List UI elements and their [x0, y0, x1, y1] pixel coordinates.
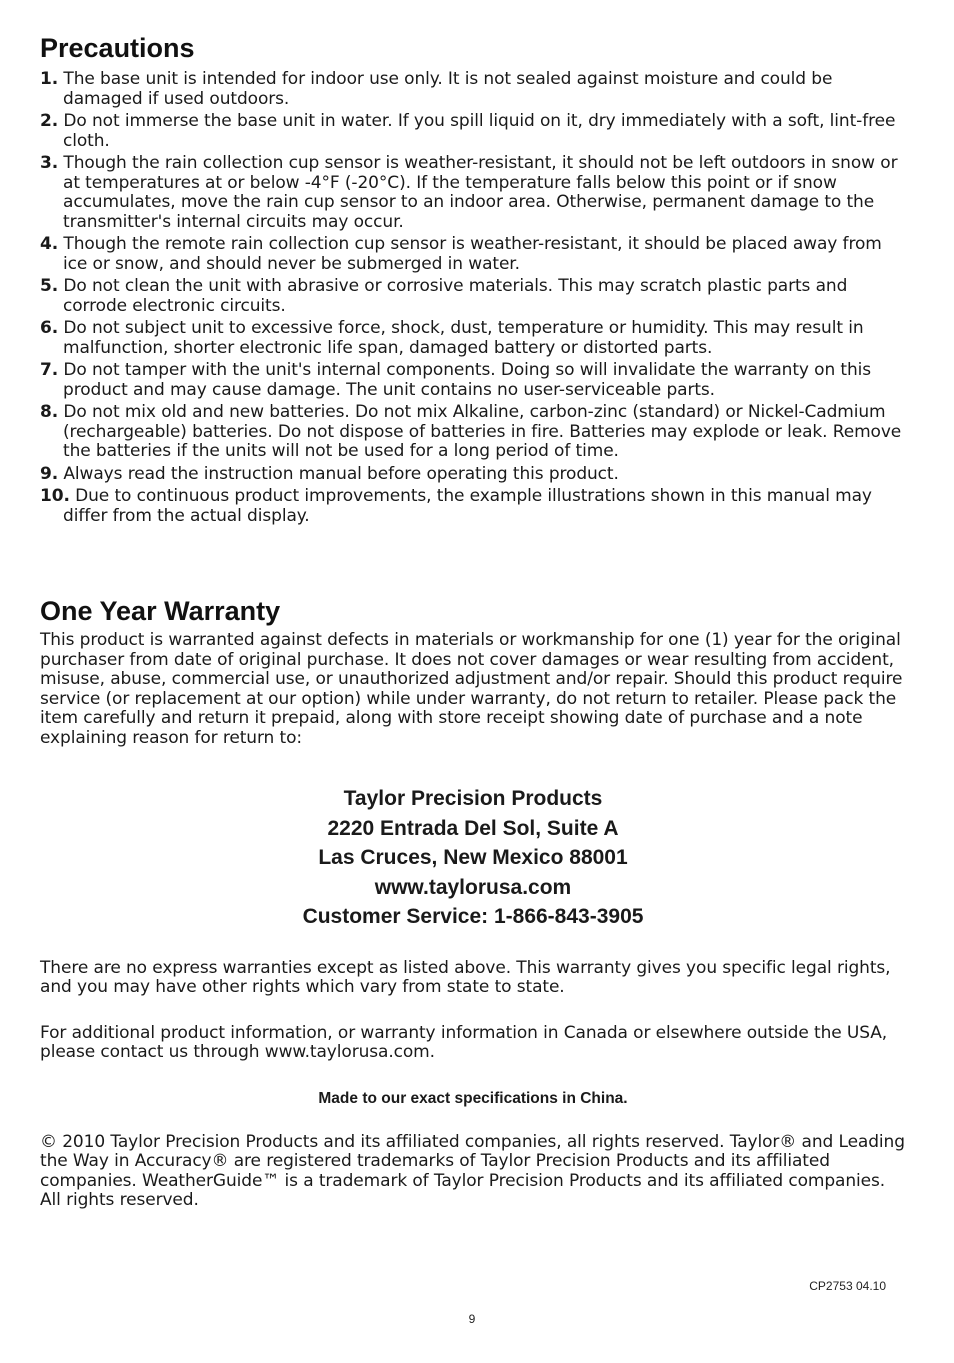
list-item [40, 361, 906, 400]
website: www.taylorusa.com [374, 875, 572, 899]
item-text: Do not subject unit to excessive force, shock, dust, temperature or humidity. This may result in malfunction, shorter electronic life span, damaged battery or distorted parts. [63, 318, 864, 358]
item-text: Due to continuous product improvements, the example illustrations shown in this manual may differ from the actual display. [63, 486, 872, 526]
item-text: The base unit is intended for indoor use only. It is not sealed against moisture and could be damaged if used outdoors. [63, 69, 833, 109]
precautions-heading: Precautions [40, 33, 195, 63]
item-number: 6. [40, 318, 59, 338]
item-text: Do not immerse the base unit in water. If you spill liquid on it, dry immediately with a soft, lint-free cloth. [63, 111, 896, 151]
address-block [40, 784, 906, 932]
item-text: Though the rain collection cup sensor is weather-resistant, it should not be left outdoors in snow or at temperatures at or below -4°F (-20°C). If the temperature falls below this point or if snow accumulates, move the rain cup sensor to an indoor area. Otherwise, permanent damage to the transmitter's internal circuits may occur. [63, 153, 898, 232]
item-number: 7. [40, 360, 59, 380]
page-content [40, 30, 906, 1211]
item-text: Do not clean the unit with abrasive or corrosive materials. This may scratch plastic parts and corrode electronic circuits. [63, 276, 848, 316]
document-code: CP2753 04.10 [809, 1279, 886, 1293]
item-number: 4. [40, 234, 59, 254]
list-item [40, 465, 906, 485]
made-in-china-note: Made to our exact specifications in China. [318, 1089, 628, 1107]
list-item [40, 112, 906, 151]
item-text: Though the remote rain collection cup sensor is weather-resistant, it should be placed away from ice or snow, and should never be submerged in water. [63, 234, 882, 274]
list-item [40, 235, 906, 274]
express-warranty-text: There are no express warranties except as listed above. This warranty gives you specific legal rights, and you may have other rights which vary from state to state. [40, 957, 891, 997]
warranty-heading: One Year Warranty [40, 596, 281, 626]
warranty-body: This product is warranted against defects in materials or workmanship for one (1) year for the original purchaser from date of original purchase. It does not cover damages or wear resulting from accident, misuse, abuse, commercial use, or unauthorized adjustment and/or repair. Should this product require service (or replacement at our option) while under warranty, do not return to retailer. Please pack the item carefully and return it prepaid, along with store receipt showing date of purchase and a note explaining reason for return to: [40, 630, 903, 748]
additional-info-text: For additional product information, or warranty information in Canada or elsewhere outside the USA, please contact us through www.taylorusa.com. [40, 1022, 888, 1062]
item-text: Do not mix old and new batteries. Do not mix Alkaline, carbon-zinc (standard) or Nickel-Cadmium (rechargeable) batteries. Do not dispose of batteries in fire. Batteries may explode or leak. Remove the batteries if the units will not be used for a long period of time. [63, 402, 902, 461]
list-item [40, 277, 906, 316]
item-number: 1. [40, 69, 59, 89]
city-state-zip: Las Cruces, New Mexico 88001 [318, 846, 628, 869]
item-text: Do not tamper with the unit's internal components. Doing so will invalidate the warranty on this product and may cause damage. The unit contains no user-serviceable parts. [63, 360, 872, 400]
precautions-list [40, 70, 906, 526]
customer-service-phone: Customer Service: 1-866-843-3905 [302, 905, 644, 928]
item-number: 5. [40, 276, 59, 296]
item-number: 8. [40, 402, 59, 422]
list-item [40, 487, 906, 526]
item-number: 2. [40, 111, 59, 131]
street-address: 2220 Entrada Del Sol, Suite A [327, 816, 619, 840]
list-item [40, 319, 906, 358]
page-number: 9 [468, 1312, 476, 1326]
list-item [40, 403, 906, 462]
list-item [40, 154, 906, 232]
paragraph-gap [40, 998, 906, 1024]
item-text: Always read the instruction manual before operating this product. [63, 463, 619, 484]
company-name: Taylor Precision Products [343, 787, 603, 810]
item-number: 3. [40, 153, 59, 173]
section-spacer [40, 529, 906, 593]
list-item [40, 70, 906, 109]
item-number: 10. [40, 486, 70, 506]
copyright-notice: © 2010 Taylor Precision Products and its affiliated companies, all rights reserved. Taylor® and Leading the Way in Accuracy® are registered trademarks of Taylor Precision Products and its affiliated companies. WeatherGuide™ is a trademark of Taylor Precision Products and its affiliated companies. All rights reserved. [40, 1131, 905, 1210]
item-number: 9. [40, 463, 59, 484]
